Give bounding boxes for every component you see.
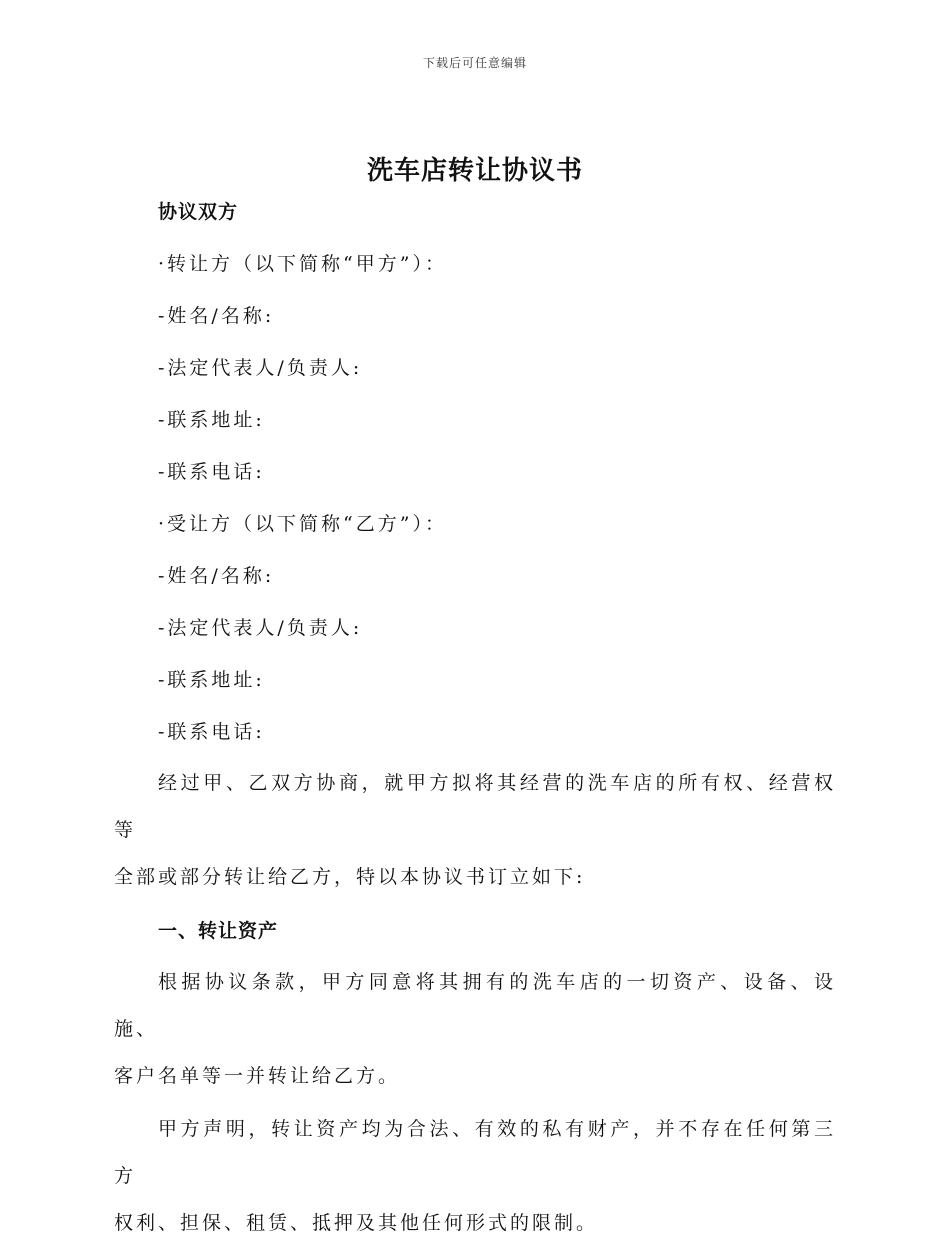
section-1-para-1-line-1: 根据协议条款，甲方同意将其拥有的洗车店的一切资产、设备、设施、 [114,971,836,1040]
section-1-para-2-line-1: 甲方声明，转让资产均为合法、有效的私有财产，并不存在任何第三方 [114,1118,836,1187]
header-note: 下载后可任意编辑 [422,56,527,70]
transferor-label: ·转让方（以下简称“甲方”）： [158,253,447,275]
intro-paragraph [114,760,836,901]
transferor-name-field: -姓名/名称: [158,305,275,327]
transferor-address-field: -联系地址: [158,409,265,431]
section-1-heading: 一、转让资产 [158,920,279,942]
section-1-para-2-line-2: 权利、担保、租赁、抵押及其他任何形式的限制。 [114,1212,599,1234]
section-1-paragraph-2 [114,1106,836,1247]
transferee-name-field: -姓名/名称: [158,565,275,587]
transferee-representative-field: -法定代表人/负责人: [158,617,363,639]
document-title: 洗车店转让协议书 [366,156,583,186]
transferee-label: ·受让方（以下简称“乙方”）： [158,513,447,535]
document-body [114,188,836,1253]
transferee-address-field: -联系地址: [158,669,265,691]
section-1-para-1-line-2: 客户名单等一并转让给乙方。 [114,1065,401,1087]
section-1-paragraph-1 [114,959,836,1100]
intro-line-2: 全部或部分转让给乙方，特以本协议书订立如下: [114,866,586,888]
transferee-phone-field: -联系电话: [158,721,265,743]
parties-heading: 协议双方 [158,201,239,223]
transferor-representative-field: -法定代表人/负责人: [158,357,363,379]
intro-line-1: 经过甲、乙双方协商，就甲方拟将其经营的洗车店的所有权、经营权等 [114,772,836,841]
transferor-phone-field: -联系电话: [158,461,265,483]
